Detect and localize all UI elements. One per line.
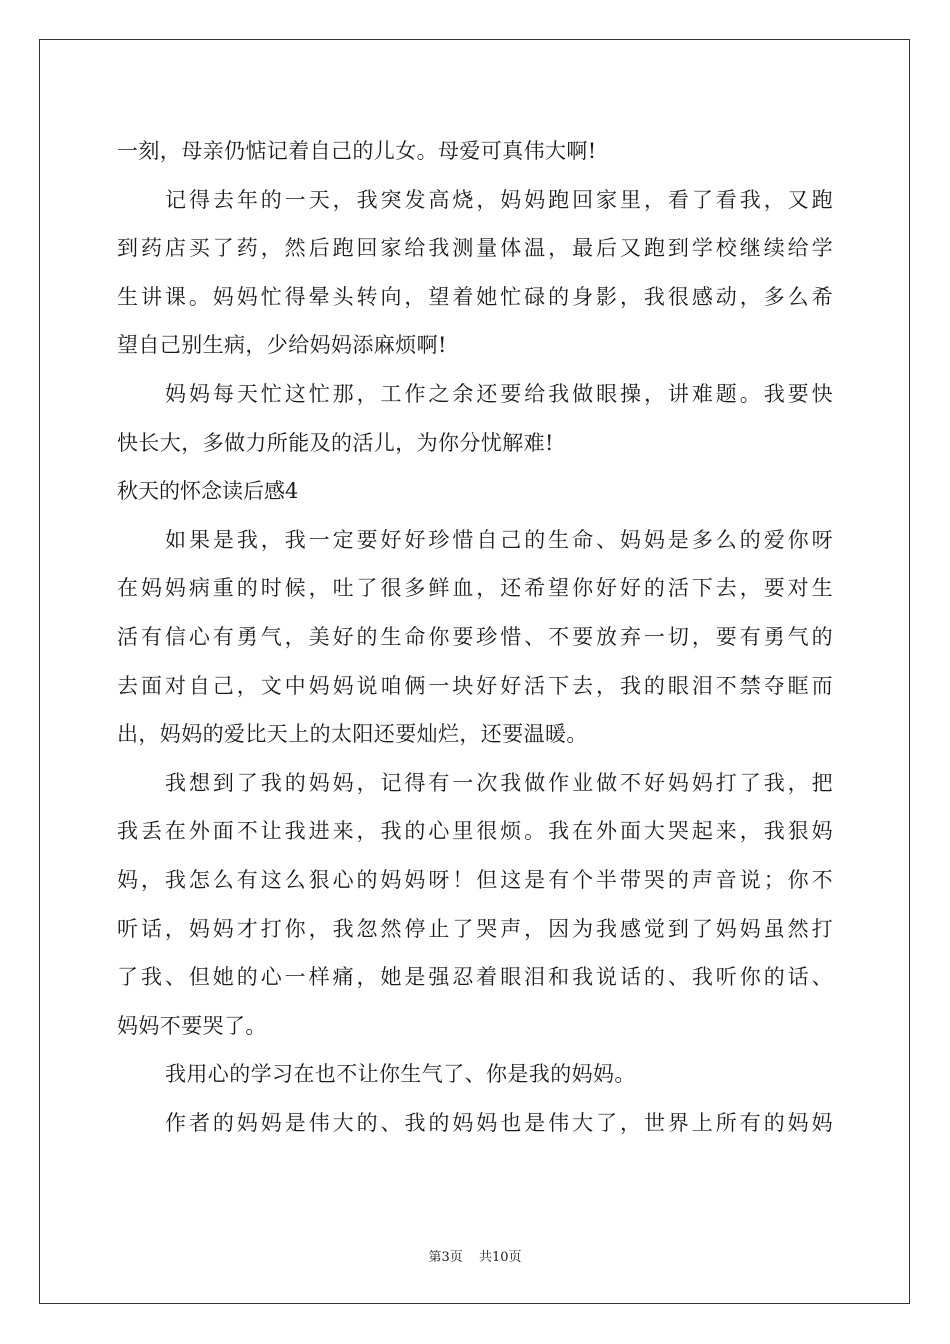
text-line: 妈妈每天忙这忙那，工作之余还要给我做眼操，讲难题。我要快	[165, 381, 833, 406]
text-line: 我想到了我的妈妈，记得有一次我做作业做不好妈妈打了我，把	[165, 770, 833, 795]
document-body	[117, 127, 833, 1147]
text-line: 生讲课。妈妈忙得晕头转向，望着她忙碌的身影，我很感动，多么希	[117, 284, 833, 309]
text-line: 去面对自己，文中妈妈说咱俩一块好好活下去，我的眼泪不禁夺眶而	[117, 673, 833, 698]
text-line: 听话，妈妈才打你，我忽然停止了哭声，因为我感觉到了妈妈虽然打	[117, 916, 833, 941]
text-line: 活有信心有勇气，美好的生命你要珍惜、不要放弃一切，要有勇气的	[117, 624, 833, 649]
page-total: 共10页	[478, 1250, 522, 1265]
text-line: 我用心的学习在也不让你生气了、你是我的妈妈。	[165, 1062, 636, 1087]
text-line: 快长大，多做力所能及的活儿，为你分忧解难!	[117, 430, 554, 455]
section-heading: 秋天的怀念读后感4	[117, 479, 299, 504]
text-line: 如果是我，我一定要好好珍惜自己的生命、妈妈是多么的爱你呀	[165, 527, 833, 552]
text-line: 妈妈不要哭了。	[117, 1013, 267, 1038]
text-line: 我丢在外面不让我进来，我的心里很烦。我在外面大哭起来，我狠妈	[117, 819, 833, 844]
page-footer	[0, 1246, 950, 1265]
text-line: 一刻，母亲仍惦记着自己的儿女。母爱可真伟大啊!	[117, 139, 597, 163]
text-line: 在妈妈病重的时候，吐了很多鲜血，还希望你好好的活下去，要对生	[117, 576, 833, 601]
text-line: 了我、但她的心一样痛，她是强忍着眼泪和我说话的、我听你的话、	[117, 965, 833, 990]
page-number: 第3页	[428, 1250, 463, 1265]
text-line: 记得去年的一天，我突发高烧，妈妈跑回家里，看了看我，又跑	[165, 187, 833, 212]
text-line: 出，妈妈的爱比天上的太阳还要灿烂，还要温暖。	[117, 722, 588, 747]
text-line: 妈，我怎么有这么狠心的妈妈呀！但这是有个半带哭的声音说；你不	[117, 867, 833, 892]
text-line: 到药店买了药，然后跑回家给我测量体温，最后又跑到学校继续给学	[117, 236, 833, 261]
text-line: 望自己别生病，少给妈妈添麻烦啊!	[117, 333, 447, 358]
text-line: 作者的妈妈是伟大的、我的妈妈也是伟大了，世界上所有的妈妈	[165, 1110, 833, 1135]
